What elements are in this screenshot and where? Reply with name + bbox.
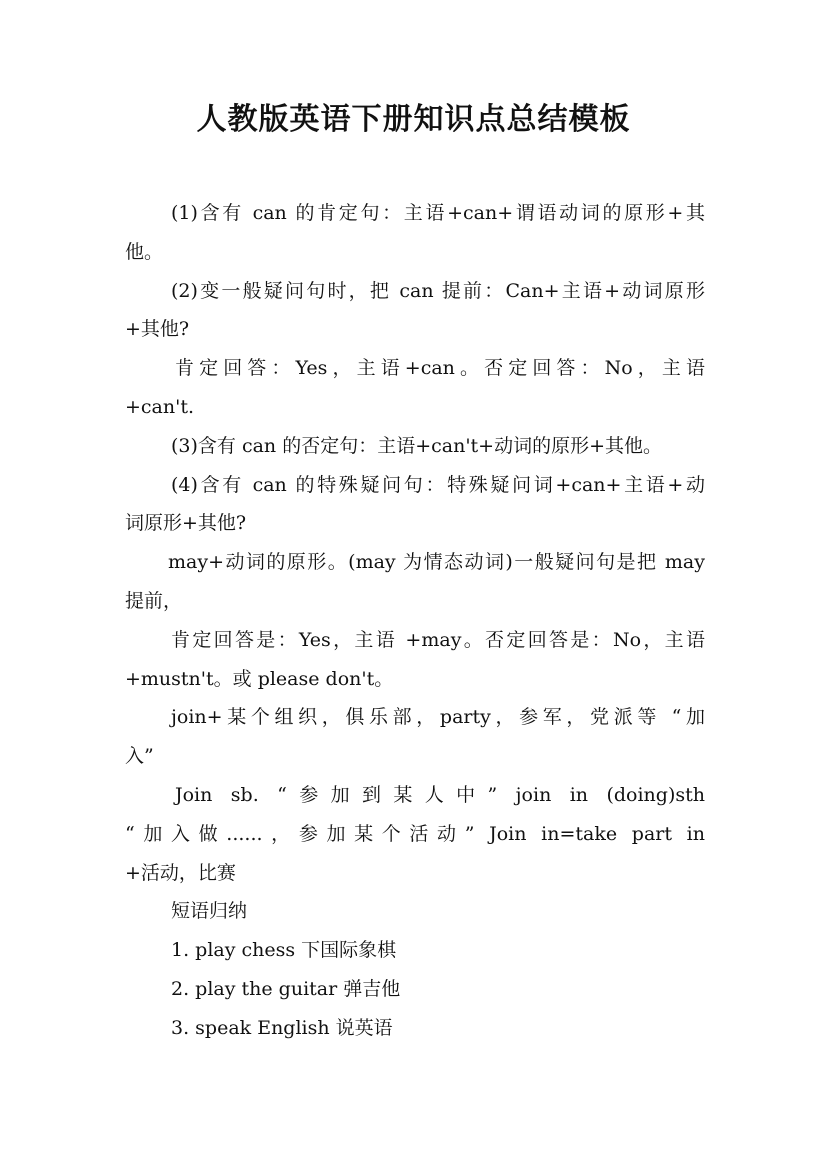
text-line: Join sb. “参加到某人中” join in (doing)sth [175, 783, 705, 806]
text-line: 他。 [125, 240, 164, 263]
text-line: “加入做......，参加某个活动” Join in=take part in [125, 822, 705, 845]
document-title: 人教版英语下册知识点总结模板 [196, 102, 631, 137]
list-item: 3. speak English 说英语 [171, 1016, 393, 1039]
list-item: 2. play the guitar 弹吉他 [171, 977, 401, 1000]
section-heading: 短语归纳 [171, 900, 248, 923]
text-line: (1)含有 can 的肯定句：主语+can+谓语动词的原形+其 [171, 202, 705, 224]
text-line: join+某个组织，俱乐部，party，参军，党派等 “加 [171, 706, 705, 729]
text-line: 提前， [125, 589, 183, 612]
text-line: 肯定回答是：Yes，主语 +may。否定回答是：No，主语 [171, 628, 705, 651]
text-line: +can't. [125, 395, 195, 418]
document-body [125, 194, 705, 1048]
text-line: +活动，比赛 [125, 861, 236, 884]
text-line: 词原形+其他? [125, 512, 247, 535]
text-line: +其他? [125, 318, 190, 341]
text-line: 肯定回答：Yes，主语+can。否定回答：No，主语 [175, 357, 705, 380]
text-line: (2)变一般疑问句时，把 can 提前：Can+主语+动词原形 [171, 279, 705, 302]
text-line: may+动词的原形。(may 为情态动词)一般疑问句是把 may [168, 551, 705, 574]
text-line: +mustn't。或 please don't。 [125, 667, 394, 690]
text-line: 入” [125, 745, 154, 768]
text-line: (3)含有 can 的否定句：主语+can't+动词的原形+其他。 [171, 434, 663, 457]
list-item: 1. play chess 下国际象棋 [171, 939, 397, 962]
text-line: (4)含有 can 的特殊疑问句：特殊疑问词+can+主语+动 [171, 473, 705, 496]
